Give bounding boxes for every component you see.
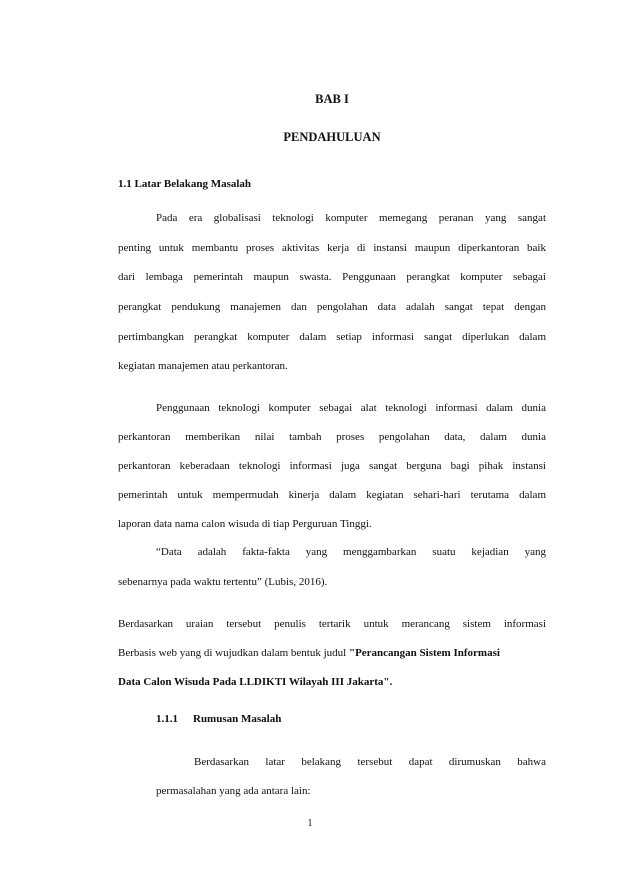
chapter-number: BAB I xyxy=(315,92,349,106)
para4-line-2: permasalahan yang ada antara lain: xyxy=(156,785,311,797)
para4-line-1: Berdasarkan latar belakang tersebut dapat dirumuskan bahwa xyxy=(194,756,546,768)
para3-line-2-plain: Berbasis web yang di wujudkan dalam bentuk judul xyxy=(118,647,349,659)
para1-line-3: dari lembaga pemerintah maupun swasta. Penggunaan perangkat komputer sebagai xyxy=(118,271,546,283)
quote-line-1: “Data adalah fakta-fakta yang menggambarkan suatu kejadian yang xyxy=(156,546,546,558)
section-heading: 1.1 Latar Belakang Masalah xyxy=(118,178,252,190)
subsection-number: 1.1.1 xyxy=(156,713,178,725)
para1-line-5: pertimbangkan perangkat komputer dalam setiap informasi sangat diperlukan dalam xyxy=(118,331,546,343)
para2-line-2: perkantoran memberikan nilai tambah proses pengolahan data, dalam dunia xyxy=(118,431,546,443)
para3-line-2 xyxy=(118,646,546,660)
para1-line-6: kegiatan manajemen atau perkantoran. xyxy=(118,360,288,372)
para1-line-1: Pada era globalisasi teknologi komputer memegang peranan yang sangat xyxy=(156,212,546,224)
para3-line-3: Data Calon Wisuda Pada LLDIKTI Wilayah III Jakarta". xyxy=(118,676,393,688)
para2-line-5: laporan data nama calon wisuda di tiap Perguruan Tinggi. xyxy=(118,518,372,530)
page-number: 1 xyxy=(307,818,313,829)
para1-line-4: perangkat pendukung manajemen dan pengolahan data adalah sangat tepat dengan xyxy=(118,301,546,313)
quote-line-2: sebenarnya pada waktu tertentu” (Lubis, 2016). xyxy=(118,576,328,588)
para2-line-3: perkantoran keberadaan teknologi informasi juga sangat berguna bagi pihak instansi xyxy=(118,460,546,472)
para2-line-4: pemerintah untuk mempermudah kinerja dalam kegiatan sehari-hari terutama dalam xyxy=(118,489,546,501)
chapter-title: PENDAHULUAN xyxy=(283,130,381,144)
subsection-title: Rumusan Masalah xyxy=(193,713,282,725)
para3-line-2-bold: "Perancangan Sistem Informasi xyxy=(348,647,500,659)
para3-line-1: Berdasarkan uraian tersebut penulis tertarik untuk merancang sistem informasi xyxy=(118,618,546,630)
para1-line-2: penting untuk membantu proses aktivitas kerja di instansi maupun diperkantoran baik xyxy=(118,242,546,254)
para2-line-1: Penggunaan teknologi komputer sebagai alat teknologi informasi dalam dunia xyxy=(156,402,546,414)
